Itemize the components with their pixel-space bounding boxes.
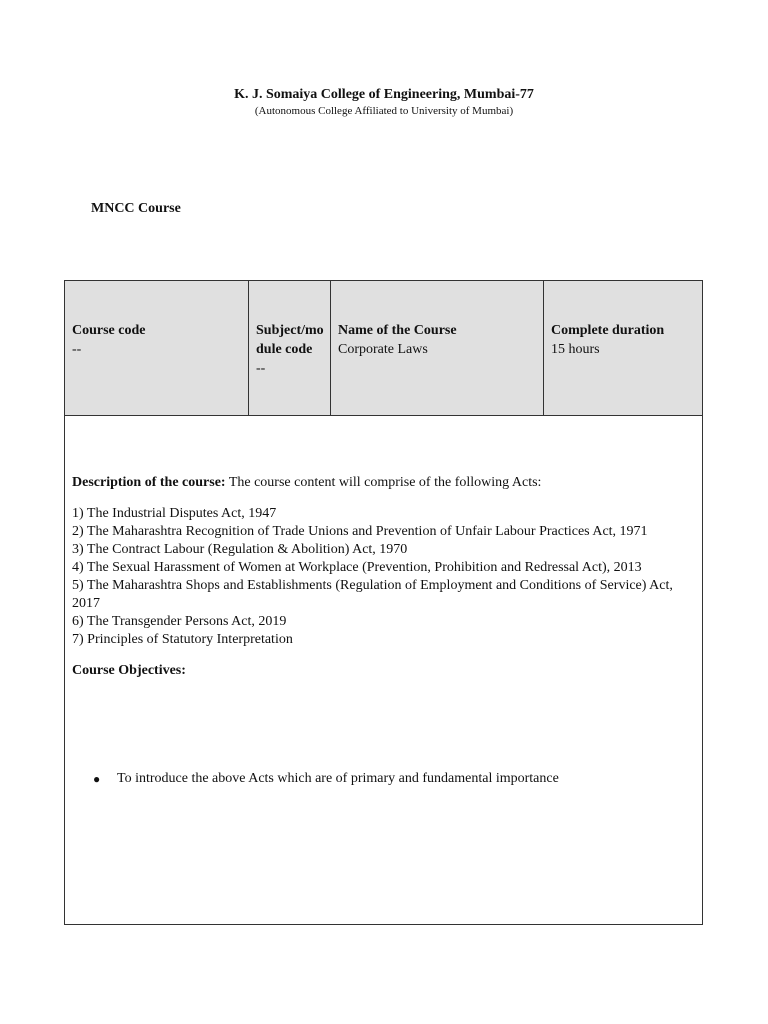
course-name-cell xyxy=(331,281,544,415)
bullet-icon: ● xyxy=(93,772,101,786)
duration-cell xyxy=(544,281,702,415)
list-item xyxy=(93,770,559,788)
course-code-cell xyxy=(65,281,249,415)
description-text: The course content will comprise of the following Acts: xyxy=(225,475,542,490)
description-line xyxy=(72,474,700,492)
table-header-row xyxy=(65,281,702,416)
college-title: K. J. Somaiya College of Engineering, Mumbai-77 xyxy=(234,87,534,102)
list-item: 3) The Contract Labour (Regulation & Abolition) Act, 1970 xyxy=(72,542,408,557)
course-details-table xyxy=(64,280,703,925)
objectives-heading: Course Objectives: xyxy=(72,663,186,678)
list-item: 1) The Industrial Disputes Act, 1947 xyxy=(72,506,277,521)
list-item: 5) The Maharashtra Shops and Establishments (Regulation of Employment and Conditions of Service) Act, 2017 xyxy=(72,578,673,611)
course-name-label: Name of the Course xyxy=(338,323,457,338)
course-name-value: Corporate Laws xyxy=(338,342,428,357)
list-item: 6) The Transgender Persons Act, 2019 xyxy=(72,614,287,629)
objective-text: To introduce the above Acts which are of primary and fundamental importance xyxy=(117,771,559,786)
objectives-list xyxy=(93,770,559,788)
description-label: Description of the course: xyxy=(72,475,226,490)
duration-value: 15 hours xyxy=(551,342,600,357)
list-item: 2) The Maharashtra Recognition of Trade Unions and Prevention of Unfair Labour Practices Act, 1971 xyxy=(72,524,648,539)
subject-module-code-label: Subject/module code xyxy=(256,323,324,357)
course-code-value: -- xyxy=(72,342,82,357)
subject-module-code-cell xyxy=(249,281,331,415)
acts-list xyxy=(72,505,700,649)
course-type-heading: MNCC Course xyxy=(91,201,181,216)
subject-module-code-value: -- xyxy=(256,361,266,376)
course-code-label: Course code xyxy=(72,323,146,338)
list-item: 7) Principles of Statutory Interpretation xyxy=(72,632,293,647)
duration-label: Complete duration xyxy=(551,323,665,338)
course-description-section xyxy=(72,474,700,680)
list-item: 4) The Sexual Harassment of Women at Workplace (Prevention, Prohibition and Redressal Act), 2013 xyxy=(72,560,642,575)
college-affiliation: (Autonomous College Affiliated to University of Mumbai) xyxy=(254,105,514,117)
